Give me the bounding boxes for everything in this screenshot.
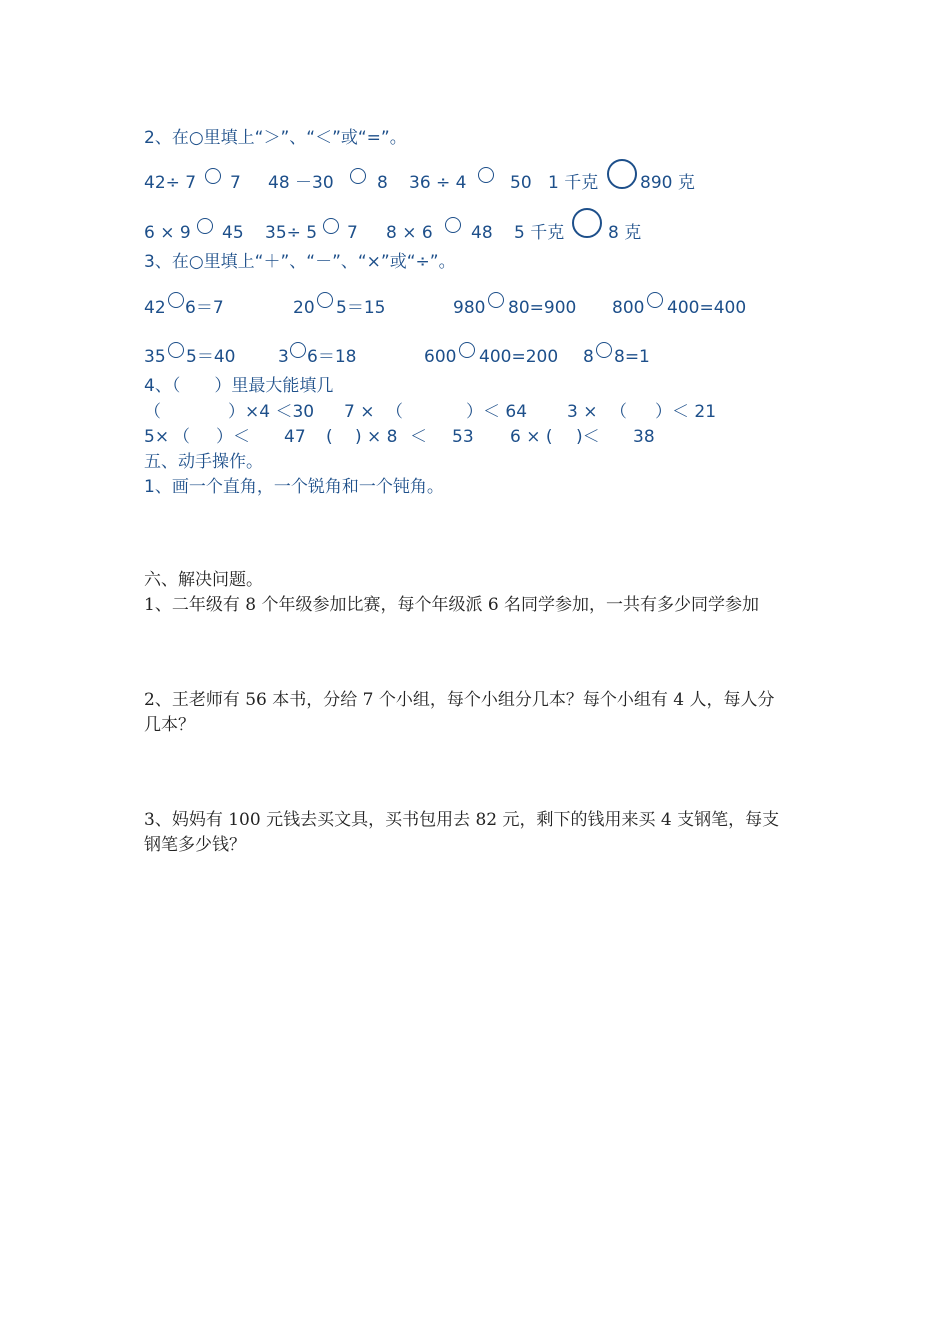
q4-r2-p5: (: [326, 427, 333, 447]
answer-circle[interactable]: [478, 167, 494, 183]
q4-r1-p5: ）＜ 64: [466, 402, 528, 422]
answer-circle[interactable]: [596, 342, 612, 358]
answer-circle[interactable]: [168, 342, 184, 358]
q3-r2-a4: 8: [583, 347, 594, 367]
q4-r2-p6: ) × 8: [355, 427, 398, 447]
q3-r2-b4: 8=1: [614, 347, 650, 367]
q3-r2-a1: 35: [144, 347, 166, 367]
answer-circle[interactable]: [572, 208, 602, 238]
answer-circle[interactable]: [459, 342, 475, 358]
q4-r2-p2: （: [173, 427, 190, 447]
q3-r2-b3: 400=200: [479, 347, 559, 367]
q2-r1-left4: 1 千克: [548, 173, 599, 193]
section6-q1: 1、二年级有 8 个年级参加比赛，每个年级派 6 名同学参加，一共有多少同学参加: [144, 595, 760, 615]
section5-heading: 五、动手操作。: [144, 452, 263, 472]
q4-r1-p3: 7 ×: [344, 402, 375, 422]
q2-r2-right2: 7: [347, 223, 358, 243]
q4-r1-p7: （: [610, 402, 627, 422]
q3-r1-b2: 5＝15: [336, 298, 386, 318]
q4-r2-p1: 5×: [144, 427, 170, 447]
q3-r2-b2: 6＝18: [307, 347, 357, 367]
q4-r1-p2: ）×4 ＜30: [228, 402, 315, 422]
answer-circle[interactable]: [168, 292, 184, 308]
q2-r1-left2: 48 －30: [268, 173, 334, 193]
answer-circle[interactable]: [607, 159, 637, 189]
q3-r1-a2: 20: [293, 298, 315, 318]
q4-r1-p8: ）＜ 21: [655, 402, 717, 422]
answer-circle[interactable]: [317, 292, 333, 308]
q2-r2-right1: 45: [222, 223, 244, 243]
answer-circle[interactable]: [197, 218, 213, 234]
q2-r2-right4: 8 克: [608, 223, 642, 243]
q4-r2-p4: 47: [284, 427, 306, 447]
q4-r1-p6: 3 ×: [567, 402, 598, 422]
q2-r1-left1: 42÷ 7: [144, 173, 197, 193]
answer-circle[interactable]: [205, 168, 221, 184]
q4-r1-p4: （: [386, 402, 403, 422]
q2-r1-right3: 50: [510, 173, 532, 193]
section6-q2-line1: 2、王老师有 56 本书，分给 7 个小组，每个小组分几本？每个小组有 4 人，每人分: [144, 690, 775, 710]
q3-r1-a4: 800: [612, 298, 645, 318]
q2-title: 2、在○里填上“＞”、“＜”或“=”。: [144, 128, 407, 148]
q2-r2-left4: 5 千克: [514, 223, 565, 243]
section6-heading: 六、解决问题。: [144, 570, 263, 590]
q3-r2-a3: 600: [424, 347, 457, 367]
answer-circle[interactable]: [488, 292, 504, 308]
q3-r2-b1: 5＝40: [186, 347, 236, 367]
answer-circle[interactable]: [290, 342, 306, 358]
q2-r2-right3: 48: [471, 223, 493, 243]
q4-r1-p1: （: [144, 402, 161, 422]
answer-circle[interactable]: [350, 168, 366, 184]
q2-r1-right1: 7: [230, 173, 241, 193]
q2-r2-left2: 35÷ 5: [265, 223, 318, 243]
q3-r1-b1: 6＝7: [185, 298, 224, 318]
section5-q1: 1、画一个直角，一个锐角和一个钝角。: [144, 477, 444, 497]
section6-q3-line1: 3、妈妈有 100 元钱去买文具，买书包用去 82 元，剩下的钱用来买 4 支钢笔，每支: [144, 810, 780, 830]
q4-r2-p8: 53: [452, 427, 474, 447]
q3-r1-b3: 80=900: [508, 298, 577, 318]
q4-r2-p10: )＜: [576, 427, 600, 447]
q3-r1-a1: 42: [144, 298, 166, 318]
section6-q3-line2: 钢笔多少钱？: [144, 835, 246, 855]
q4-r2-p9: 6 × (: [510, 427, 553, 447]
q4-r2-p11: 38: [633, 427, 655, 447]
answer-circle[interactable]: [323, 218, 339, 234]
answer-circle[interactable]: [445, 217, 461, 233]
q3-r1-b4: 400=400: [667, 298, 747, 318]
q2-r1-right4: 890 克: [640, 173, 695, 193]
q3-r2-a2: 3: [278, 347, 289, 367]
answer-circle[interactable]: [647, 292, 663, 308]
q4-r2-p3: ）＜: [216, 427, 250, 447]
q4-r2-p7: ＜: [410, 427, 427, 447]
section6-q2-line2: 几本？: [144, 715, 195, 735]
q4-title: 4、（ ）里最大能填几: [144, 376, 334, 396]
q2-r1-left3: 36 ÷ 4: [409, 173, 467, 193]
q2-r2-left3: 8 × 6: [386, 223, 433, 243]
q3-r1-a3: 980: [453, 298, 486, 318]
q2-r2-left1: 6 × 9: [144, 223, 191, 243]
q2-r1-right2: 8: [377, 173, 388, 193]
q3-title: 3、在○里填上“＋”、“－”、“×”或“÷”。: [144, 252, 456, 272]
